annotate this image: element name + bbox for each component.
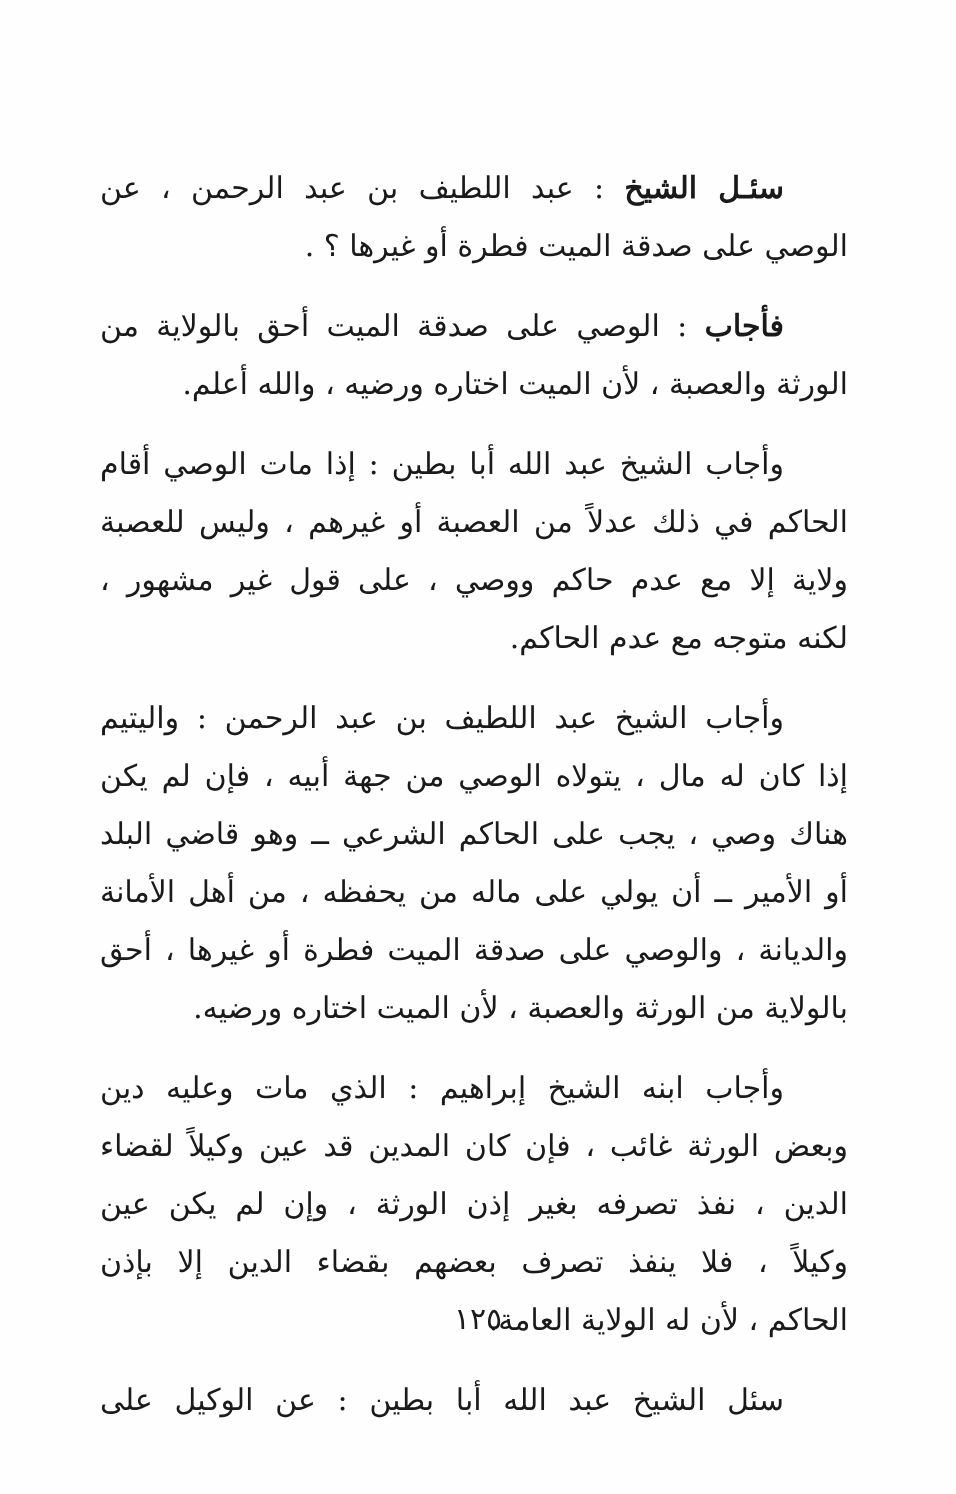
text-line: أو الأمير ــ أن يولي على ماله من يحفظه ، من أهل الأمانة [100,875,848,910]
text-line: الدين ، نفذ تصرفه بغير إذن الورثة ، وإن لم يكن عين [100,1187,848,1222]
paragraph-answer-1 [100,298,848,414]
text-line: لكنه متوجه مع عدم الحاكم. [509,621,848,656]
page-number: ١٢٥ [453,1302,503,1337]
text-line: والديانة ، والوصي على صدقة الميت فطرة أو غيرها ، أحق [100,933,848,968]
text-line: هناك وصي ، يجب على الحاكم الشرعي ــ وهو قاضي البلد [100,817,848,852]
text-line: الحاكم ، لأن له الولاية العامة. [488,1303,848,1338]
line-text: : عبد اللطيف بن عبد الرحمن ، عن [100,171,625,206]
lead-word: سئـل الشيخ [624,171,784,206]
page-body [100,160,848,1452]
text-line: الوصي على صدقة الميت فطرة أو غيرها ؟ . [304,229,848,264]
text-line: وأجاب الشيخ عبد الله أبا بطين : إذا مات الوصي أقام [100,447,784,482]
paragraph-answer-2 [100,436,848,668]
text-line: ولاية إلا مع عدم حاكم ووصي ، على قول غير مشهور ، [100,563,848,598]
lead-word: فأجاب [704,309,784,344]
paragraph-question-1 [100,160,848,276]
paragraph-answer-3 [100,690,848,1038]
text-line: الحاكم في ذلك عدلاً من العصبة أو غيرهم ، وليس للعصبة [100,505,848,540]
text-line [100,160,848,218]
paragraph-question-2 [100,1372,848,1430]
text-line: سئل الشيخ عبد الله أبا بطين : عن الوكيل على [100,1383,784,1418]
text-line: بالولاية من الورثة والعصبة ، لأن الميت اختاره ورضيه. [193,991,848,1026]
text-line: وأجاب الشيخ عبد اللطيف بن عبد الرحمن : واليتيم [100,701,784,736]
text-line: إذا كان له مال ، يتولاه الوصي من جهة أبيه ، فإن لم يكن [100,759,848,794]
text-line: وبعض الورثة غائب ، فإن كان المدين قد عين وكيلاً لقضاء [100,1129,848,1164]
text-line: الورثة والعصبة ، لأن الميت اختاره ورضيه ، والله أعلم. [182,367,848,402]
text-line: وكيلاً ، فلا ينفذ تصرف بعضهم بقضاء الدين إلا بإذن [100,1245,848,1280]
text-line [100,298,848,356]
text-line: وأجاب ابنه الشيخ إبراهيم : الذي مات وعليه دين [100,1071,784,1106]
line-text: : الوصي على صدقة الميت أحق بالولاية من [100,309,705,344]
